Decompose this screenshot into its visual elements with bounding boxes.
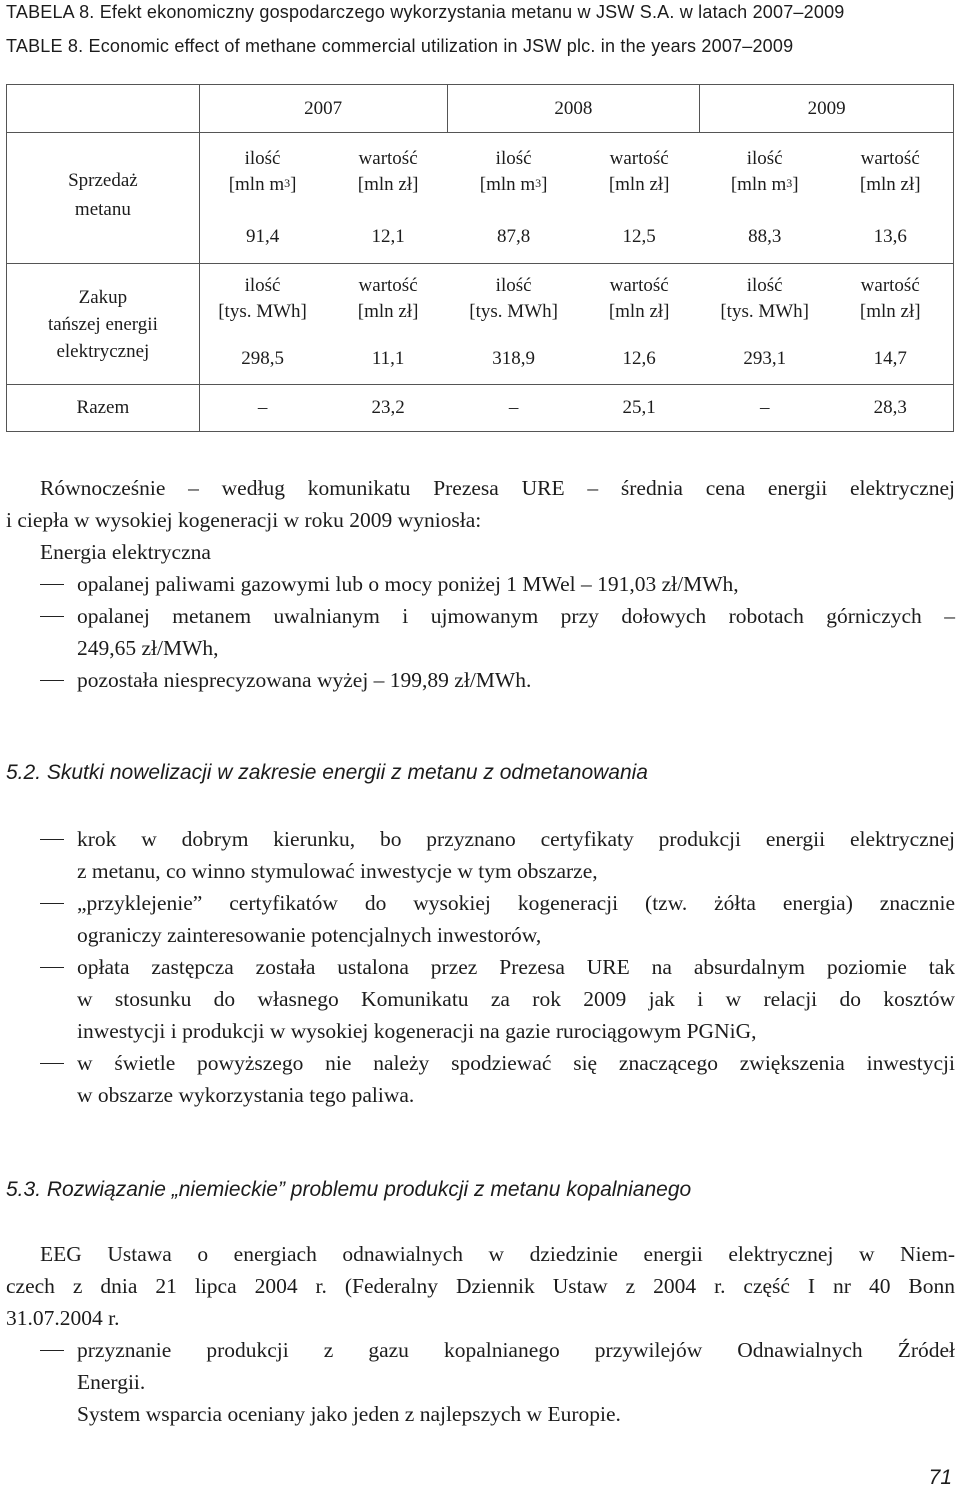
- bullet-text: opalanej paliwami gazowymi lub o mocy poniżej 1 MWel – 191,03 zł/MWh,: [77, 572, 739, 596]
- sale-value: 12,5: [622, 226, 656, 247]
- bullet-text: w obszarze wykorzystania tego paliwa.: [77, 1083, 415, 1107]
- years-row: [7, 85, 954, 133]
- purchase-value: 318,9: [492, 348, 535, 369]
- sale-value: 12,1: [371, 226, 405, 247]
- purchase-header: ilość [tys. MWh]: [469, 275, 558, 322]
- purchase-row: [7, 264, 954, 385]
- bullet-text: 249,65 zł/MWh,: [77, 636, 219, 660]
- dash-bullet: [40, 967, 64, 968]
- purchase-header: wartość [mln zł]: [357, 275, 419, 322]
- bullet-text: w świetle powyższego nie należy spodziewać się znaczącego zwiększenia inwestycji: [77, 1051, 955, 1075]
- dash-bullet: [40, 680, 64, 681]
- sale-value: 91,4: [245, 226, 280, 247]
- bullet-text: ograniczy zainteresowanie potencjalnych inwestorów,: [77, 923, 542, 947]
- purchase-header: ilość [tys. MWh]: [218, 275, 307, 322]
- year-2008: 2008: [447, 85, 700, 133]
- sale-header: wartość [mln zł]: [357, 148, 419, 195]
- bullet-text: w stosunku do własnego Komunikatu za rok 2009 jak i w relacji do kosztów: [77, 987, 955, 1011]
- sale-values: [200, 211, 953, 263]
- dash-bullet: [40, 839, 64, 840]
- bullet-text: przyznanie produkcji z gazu kopalnianego przywilejów Odnawialnych Źródeł: [77, 1338, 955, 1362]
- dash-bullet: [40, 903, 64, 904]
- table-caption-pl: TABELA 8. Efekt ekonomiczny gospodarczego wykorzystania metanu w JSW S.A. w latach 2007–2009: [6, 2, 845, 22]
- purchase-header: ilość [tys. MWh]: [720, 275, 810, 322]
- total-value: –: [759, 397, 770, 418]
- sale-value: 88,3: [748, 226, 782, 247]
- total-row: [7, 385, 954, 432]
- purchase-header: wartość [mln zł]: [859, 275, 921, 322]
- purchase-value: 298,5: [241, 348, 284, 369]
- sale-label-line2: metanu: [74, 199, 131, 220]
- paragraph-line: EEG Ustawa o energiach odnawialnych w dziedzinie energii elektrycznej w Niem-: [40, 1242, 955, 1266]
- page-number: 71: [928, 1466, 952, 1489]
- paragraph-line: Energia elektryczna: [40, 540, 211, 564]
- bullet-text: krok w dobrym kierunku, bo przyznano certyfikaty produkcji energii elektrycznej: [77, 827, 955, 851]
- total-label: Razem: [7, 385, 200, 432]
- bullet-text: inwestycji i produkcji w wysokiej kogeneracji na gazie rurociągowym PGNiG,: [77, 1019, 757, 1043]
- sale-label-line1: Sprzedaż: [68, 170, 138, 191]
- purchase-header: wartość [mln zł]: [608, 275, 670, 322]
- total-value: –: [257, 397, 268, 418]
- total-value: 25,1: [622, 397, 656, 418]
- purchase-value: 12,6: [622, 348, 656, 369]
- total-value: 28,3: [873, 397, 907, 418]
- bullet-text: opalanej metanem uwalnianym i ujmowanym przy dołowych robotach górniczych –: [77, 604, 955, 628]
- bullet-text: opłata zastępcza została ustalona przez Prezesa URE na absurdalnym poziomie tak: [77, 955, 955, 979]
- purchase-values: [200, 334, 953, 384]
- section-heading-5-2: 5.2. Skutki nowelizacji w zakresie energii z metanu z odmetanowania: [6, 761, 648, 784]
- paragraph-line: czech z dnia 21 lipca 2004 r. (Federalny Dziennik Ustaw z 2004 r. część I nr 40 Bonn: [6, 1274, 955, 1298]
- sale-header: wartość [mln zł]: [859, 148, 921, 195]
- purchase-value: 14,7: [873, 348, 907, 369]
- purchase-value: 293,1: [743, 348, 787, 369]
- dash-bullet: [40, 584, 64, 585]
- bullet-text: „przyklejenie” certyfikatów do wysokiej kogeneracji (tzw. żółta energia) znacznie: [77, 891, 955, 915]
- purchase-label-line2: tańszej energii: [47, 313, 158, 335]
- year-2009: 2009: [700, 85, 954, 133]
- total-value: –: [508, 397, 519, 418]
- paragraph-line: 31.07.2004 r.: [6, 1306, 120, 1330]
- sale-label: [7, 133, 200, 264]
- sale-row: [7, 133, 954, 264]
- year-2007: 2007: [199, 85, 447, 133]
- sale-header: ilość [mln $m^3$]: [730, 148, 799, 195]
- paragraph-line: System wsparcia oceniany jako jeden z najlepszych w Europie.: [77, 1402, 621, 1426]
- bullet-text: z metanu, co winno stymulować inwestycje w tym obszarze,: [77, 859, 598, 883]
- economic-effect-table: [6, 84, 954, 432]
- purchase-label-line3: elektrycznej: [56, 340, 150, 362]
- purchase-value: 11,1: [371, 348, 405, 369]
- paragraph-line: i ciepła w wysokiej kogeneracji w roku 2009 wyniosła:: [6, 508, 482, 532]
- sale-value: 87,8: [497, 226, 531, 247]
- sale-header: ilość [mln $m^3$]: [479, 148, 548, 195]
- dash-bullet: [40, 616, 64, 617]
- purchase-label-line1: Zakup: [78, 286, 128, 308]
- sale-header: wartość [mln zł]: [608, 148, 670, 195]
- purchase-label: [7, 264, 200, 385]
- table-caption-en: TABLE 8. Economic effect of methane commercial utilization in JSW plc. in the years 2007–2009: [6, 36, 794, 56]
- paragraph-line: Równocześnie – według komunikatu Prezesa URE – średnia cena energii elektrycznej: [40, 476, 955, 500]
- purchase-headers: [200, 264, 953, 334]
- total-value: 23,2: [371, 397, 405, 418]
- sale-headers: [200, 133, 953, 211]
- sale-header: ilość [mln $m^3$]: [228, 148, 297, 195]
- bullet-text: Energii.: [77, 1370, 146, 1394]
- section-heading-5-3: 5.3. Rozwiązanie „niemieckie” problemu produkcji z metanu kopalnianego: [6, 1178, 692, 1201]
- dash-bullet: [40, 1350, 64, 1351]
- total-values: [200, 397, 953, 419]
- dash-bullet: [40, 1063, 64, 1064]
- bullet-text: pozostała niesprecyzowana wyżej – 199,89 zł/MWh.: [77, 668, 532, 692]
- sale-value: 13,6: [873, 226, 907, 247]
